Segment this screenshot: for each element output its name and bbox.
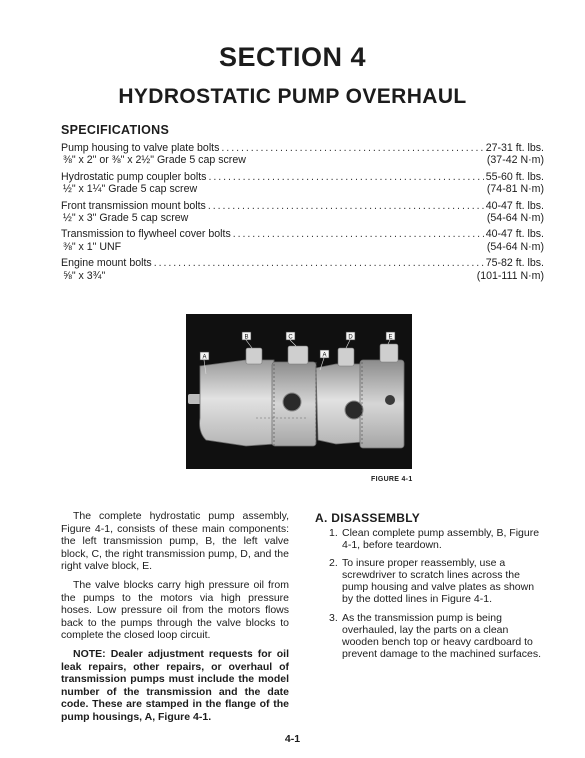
- callout-a-mid: A: [322, 352, 327, 359]
- step-number: 2.: [329, 557, 338, 570]
- spec-item: [61, 257, 544, 282]
- figure-caption: FIGURE 4-1: [371, 476, 413, 483]
- callout-b: B: [244, 334, 249, 341]
- spec-label: Engine mount bolts: [61, 257, 152, 270]
- spec-value: 40-47 ft. lbs.: [485, 199, 544, 212]
- spec-value: 27-31 ft. lbs.: [485, 142, 544, 154]
- spec-metric: (54-64 N·m): [486, 212, 544, 225]
- page-number: 4-1: [284, 733, 301, 745]
- spec-detail: ⅜" x 1" UNF: [63, 240, 122, 253]
- step-text: As the transmission pump is being overhauled, lay the parts on a clean wooden bench top or heavy cardboard to prevent damage to the machined surfaces.: [342, 611, 542, 660]
- callout-d: D: [348, 334, 353, 341]
- list-item: [329, 612, 544, 660]
- intro-column: [61, 510, 289, 730]
- spec-metric: (74-81 N·m): [486, 183, 544, 196]
- callout-a-left: A: [202, 354, 207, 361]
- leader-dots: [221, 142, 483, 154]
- spec-item: [61, 171, 544, 196]
- spec-metric: (101-111 N·m): [476, 269, 544, 282]
- leader-dots: [208, 200, 484, 212]
- spec-label: Hydrostatic pump coupler bolts: [61, 170, 207, 183]
- intro-paragraph: The valve blocks carry high pressure oil from the pumps to the motors via high pressure hoses. Low pressure oil from the motors flows back to the pumps through the valve blocks to complete the closed loop circuit.: [61, 578, 289, 642]
- pump-assembly-photo: [186, 314, 412, 469]
- spec-label: Front transmission mount bolts: [61, 199, 206, 212]
- callout-e: E: [388, 334, 393, 341]
- step-number: 1.: [329, 527, 338, 539]
- chapter-title: HYDROSTATIC PUMP OVERHAUL: [118, 85, 467, 108]
- intro-paragraph: The complete hydrostatic pump assembly, Figure 4-1, consists of these main components: the left transmission pump, B, the left valve block, C, the right transmission pump, D, and the right valve block, E.: [61, 510, 289, 573]
- spec-detail: ⅜" x 2" or ⅜" x 2½" Grade 5 cap screw: [63, 154, 246, 167]
- disassembly-steps: [329, 527, 544, 666]
- callout-c: C: [288, 334, 293, 341]
- step-text: To insure proper reassembly, use a screwdriver to scratch lines across the pump housing and valve plates as shown by the dotted lines in Figure 4-1.: [342, 557, 535, 606]
- list-item: [329, 557, 544, 605]
- spec-detail: ⅝" x 3¾": [63, 269, 106, 282]
- dealer-note: NOTE: Dealer adjustment requests for oil leak repairs, other repairs, or overhaul of transmission pumps must include the model number of the transmission and the date code. These are stamped in the flange of the pump housings, A, Figure 4-1.: [61, 647, 289, 723]
- spec-metric: (37-42 N·m): [486, 154, 544, 167]
- list-item: [329, 527, 544, 551]
- spec-value: 55-60 ft. lbs.: [485, 170, 544, 183]
- spec-detail: ½" x 3" Grade 5 cap screw: [63, 212, 189, 225]
- spec-value: 40-47 ft. lbs.: [485, 228, 544, 241]
- spec-item: [61, 228, 544, 253]
- leader-dots: [233, 228, 484, 240]
- disassembly-heading: A. DISASSEMBLY: [315, 511, 421, 525]
- spec-value: 75-82 ft. lbs.: [485, 257, 544, 270]
- step-number: 3.: [329, 611, 338, 624]
- spec-item: [61, 142, 544, 167]
- step-text: Clean complete pump assembly, B, Figure 4-1, before teardown.: [342, 527, 540, 552]
- spec-item: [61, 200, 544, 225]
- specifications-heading: SPECIFICATIONS: [61, 123, 170, 137]
- specifications-list: [61, 142, 544, 286]
- spec-label: Pump housing to valve plate bolts: [61, 142, 220, 154]
- leader-dots: [154, 257, 484, 269]
- pump-assembly-illustration: [186, 314, 412, 469]
- leader-dots: [208, 171, 483, 183]
- section-title: SECTION 4: [218, 42, 367, 72]
- spec-detail: ½" x 1¼" Grade 5 cap screw: [63, 183, 198, 196]
- spec-metric: (54-64 N·m): [486, 240, 544, 253]
- spec-label: Transmission to flywheel cover bolts: [61, 228, 231, 241]
